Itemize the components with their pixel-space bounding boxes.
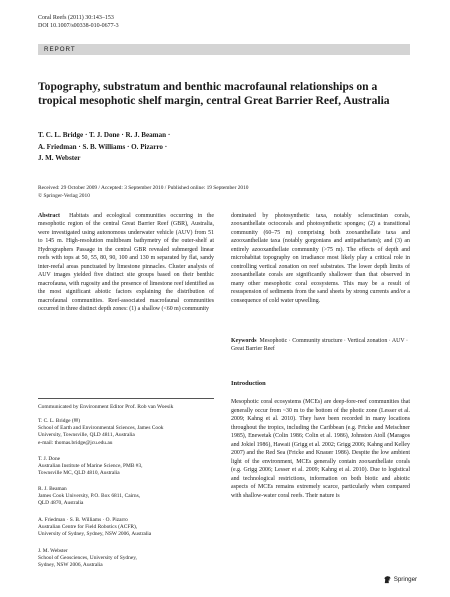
- affiliation-line: T. C. L. Bridge (✉): [38, 418, 80, 424]
- affiliation: [38, 456, 214, 478]
- keywords-label: Keywords: [231, 338, 257, 344]
- affiliation-line: University, Townsville, QLD 4811, Australia: [38, 432, 135, 439]
- affiliation-line: J. M. Webster: [38, 548, 68, 554]
- affiliation-line: Australian Centre for Field Robotics (ACFR),: [38, 524, 138, 531]
- affiliation-line: Sydney, NSW 2006, Australia: [38, 562, 103, 569]
- abstract-label: Abstract: [38, 213, 60, 219]
- publication-dates: [38, 184, 410, 200]
- affiliation-line: R. J. Beaman: [38, 486, 67, 492]
- affiliation: [38, 548, 214, 570]
- publisher-logo: [383, 575, 417, 584]
- journal-doi: DOI 10.1007/s00338-010-0677-3: [38, 23, 119, 29]
- section-label: REPORT: [44, 46, 76, 53]
- author-list: [38, 130, 238, 165]
- affiliation: [38, 486, 214, 508]
- introduction-heading: Introduction: [231, 380, 266, 387]
- affiliation: [38, 418, 214, 447]
- copyright: © Springer-Verlag 2010: [38, 193, 90, 199]
- author-line: J. M. Webster: [38, 154, 81, 162]
- journal-citation: Coral Reefs (2011) 30:143–153: [38, 15, 114, 21]
- affiliation-line: James Cook University, P.O. Box 6811, Cairns,: [38, 493, 141, 500]
- affiliation-line: Townsville MC, QLD 4810, Australia: [38, 470, 120, 477]
- affiliation-line: A. Friedman · S. B. Williams · O. Pizarro: [38, 517, 128, 523]
- affiliation-line: University of Sydney, Sydney, NSW 2006, Australia: [38, 531, 152, 538]
- footnote-divider: [38, 398, 214, 399]
- affiliation-line: T. J. Done: [38, 456, 61, 462]
- history-dates: Received: 29 October 2009 / Accepted: 3 September 2010 / Published online: 19 September 2010: [38, 185, 249, 191]
- affiliation: [38, 517, 214, 539]
- keywords: [231, 337, 410, 354]
- publisher-name: Springer: [393, 576, 418, 584]
- abstract-text: Habitats and ecological communities occurring in the mesophotic region of the central Great Barrier Reef (GBR), Australia, were investigated using autonomous underwater vehicle (AUV) from 51 to 145 m. High-resolution multibeam bathymetry of the outer-shelf at Hydrographers Passage in the central GBR revealed submerged linear reefs with tops at 50, 55, 80, 90, 100 and 130 m separated by flat, sandy inter-reefal areas punctuated by limestone pinnacles. Cluster analysis of AUV images yielded five distinct site groups based on their benthic macrofauna, with rugosity and the presence of limestone reef identified as the most significant abiotic factors explaining the distribution of macrofaunal communities. Reef-associated macrofaunal communities occurred in three distinct depth zones: (1) a shallow (<60 m) community: [38, 213, 214, 312]
- author-line: T. C. L. Bridge · T. J. Done · R. J. Beaman ·: [38, 131, 171, 139]
- affiliation-line: Australian Institute of Marine Science, PMB #3,: [38, 463, 143, 470]
- section-bar: [38, 44, 410, 55]
- journal-header: [38, 14, 119, 30]
- affiliation-line: School of Geosciences, University of Sydney,: [38, 555, 137, 562]
- affiliation-line: School of Earth and Environmental Sciences, James Cook: [38, 425, 164, 432]
- abstract-left: [38, 212, 214, 313]
- affiliation-line: QLD 4870, Australia: [38, 500, 84, 507]
- communicated-by: Communicated by Environment Editor Prof. Rob van Woesik: [38, 404, 174, 410]
- keywords-text: Mesophotic · Community structure · Vertical zonation · AUV · Great Barrier Reef: [231, 338, 408, 353]
- author-line: A. Friedman · S. B. Williams · O. Pizarro ·: [38, 142, 168, 151]
- affiliation-email[interactable]: e-mail: thomas.bridge@jcu.edu.au: [38, 439, 113, 446]
- article-title: Topography, substratum and benthic macrofaunal relationships on a tropical mesophotic shelf margin, central Great Barrier Reef, Australia: [38, 80, 390, 107]
- abstract-right: dominated by photosynthetic taxa, notably scleractinian corals, zooxanthellate octocorals and photosynthetic sponges; (2) a transitional community (60–75 m) comprising both zooxanthellate taxa and azooxanthellate taxa (notably gorgonians and antipatharians); and (3) an entirely azooxanthellate community (>75 m). The effects of depth and microhabitat topography on irradiance most likely play a critical role in controlling vertical zonation on reef substrates. The lower depth limits of zooxanthellate corals are significantly shallower than that observed in many other mesophotic coral ecosystems. This may be a result of resuspension of sediments from the sand sheets by strong currents and/or a consequence of cold water upwelling.: [231, 213, 410, 304]
- springer-horse-icon: [383, 575, 392, 584]
- introduction-text: Mesophotic coral ecosystems (MCEs) are deep-fore-reef communities that generally occur from ~30 m to the bottom of the photic zone (Lesser et al. 2009; Kahng et al. 2010). They have been recorded in many locations throughout the tropics, including the Caribbean (e.g. Fricke and Meischner 1985), Enewetak (Colin 1986; Colin et al. 1986), Johnston Atoll (Maragos and Jokiel 1986), Hawaii (Grigg et al. 2002; Grigg 2006; Kahng and Kelley 2007) and the Red Sea (Fricke and Knauer 1986). Despite the low ambient light of the environment, MCEs generally contain zooxanthellate corals (e.g. Grigg 2006; Lesser et al. 2009; Kahng et al. 2010). Due to logistical and technological restrictions, information on both biotic and abiotic aspects of MCEs remains extremely scarce, particularly when compared with shallow-water coral reefs. Their nature is: [231, 399, 410, 500]
